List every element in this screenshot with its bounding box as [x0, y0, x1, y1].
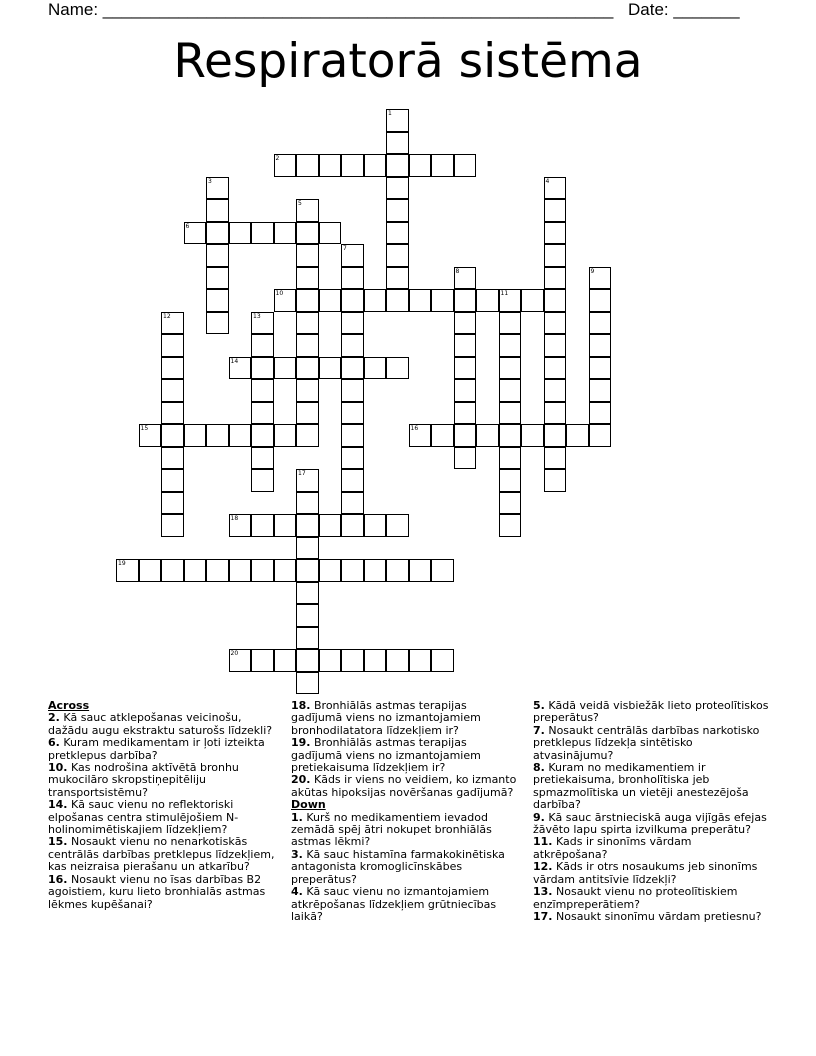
crossword-cell[interactable] — [386, 109, 409, 132]
crossword-cell[interactable] — [499, 402, 522, 425]
crossword-cell[interactable] — [251, 447, 274, 470]
crossword-cell[interactable] — [296, 267, 319, 290]
clue-number: 19 — [118, 560, 126, 567]
crossword-cell[interactable] — [319, 289, 342, 312]
clue-item: 20. Kāds ir viens no veidiem, ko izmanto akūtas hipoksijas novēršanas gadījumā? — [291, 773, 517, 799]
crossword-cell[interactable] — [544, 222, 567, 245]
crossword-cell[interactable] — [274, 154, 297, 177]
crossword-cell[interactable] — [161, 379, 184, 402]
clue-number: 4 — [545, 177, 550, 185]
crossword-cell[interactable] — [454, 267, 477, 290]
clues-column-3 — [533, 700, 769, 923]
crossword-cell[interactable] — [206, 424, 229, 447]
crossword-cell[interactable] — [116, 559, 139, 582]
crossword-cell[interactable] — [296, 424, 319, 447]
clue-item: 6. Kuram medikamentam ir ļoti izteikta pretklepus darbība? — [48, 736, 265, 762]
clue-number: 11 — [500, 290, 509, 297]
crossword-cell[interactable] — [386, 177, 409, 200]
crossword-cell[interactable] — [229, 222, 252, 245]
crossword-cell[interactable] — [499, 469, 522, 492]
crossword-cell[interactable] — [296, 604, 319, 627]
crossword-cell[interactable] — [206, 289, 229, 312]
crossword-cell[interactable] — [499, 357, 522, 380]
crossword-cell[interactable] — [341, 379, 364, 402]
crossword-cell[interactable] — [544, 267, 567, 290]
clue-number: 8 — [455, 267, 460, 275]
crossword-cell[interactable] — [139, 559, 162, 582]
crossword-cell[interactable] — [341, 559, 364, 582]
crossword-cell[interactable] — [409, 424, 432, 447]
crossword-cell[interactable] — [499, 447, 522, 470]
crossword-cell[interactable] — [139, 424, 162, 447]
clue-number: 9 — [590, 267, 595, 275]
crossword-cell[interactable] — [341, 424, 364, 447]
crossword-cell[interactable] — [409, 649, 432, 672]
clue-item: 3. Kā sauc histamīna farmakokinētiska antagonista kromoglicīnskābes preperātus? — [291, 847, 505, 886]
crossword-cell[interactable] — [386, 357, 409, 380]
crossword-cell[interactable] — [544, 402, 567, 425]
crossword-cell[interactable] — [499, 514, 522, 537]
crossword-cell[interactable] — [589, 267, 612, 290]
clue-number: 2 — [275, 155, 280, 162]
date-field-label[interactable]: Date: _______ — [628, 0, 740, 19]
crossword-cell[interactable] — [341, 289, 364, 312]
crossword-cell[interactable] — [454, 357, 477, 380]
crossword-cell[interactable] — [296, 649, 319, 672]
crossword-cell[interactable] — [319, 649, 342, 672]
crossword-cell[interactable] — [341, 402, 364, 425]
crossword-cell[interactable] — [341, 334, 364, 357]
crossword-cell[interactable] — [341, 514, 364, 537]
crossword-cell[interactable] — [251, 649, 274, 672]
crossword-cell[interactable] — [454, 447, 477, 470]
crossword-cell[interactable] — [274, 357, 297, 380]
clue-item: 18. Bronhiālās astmas terapijas gadījumā viens no izmantojamiem bronhodilatatora līdzekļiem ir? — [291, 699, 481, 737]
crossword-cell[interactable] — [386, 244, 409, 267]
crossword-cell[interactable] — [251, 334, 274, 357]
crossword-cell[interactable] — [341, 649, 364, 672]
crossword-cell[interactable] — [319, 222, 342, 245]
crossword-cell[interactable] — [521, 289, 544, 312]
crossword-cell[interactable] — [161, 402, 184, 425]
crossword-cell[interactable] — [386, 199, 409, 222]
crossword-cell[interactable] — [341, 267, 364, 290]
crossword-cell[interactable] — [161, 312, 184, 335]
crossword-cell[interactable] — [454, 289, 477, 312]
crossword-cell[interactable] — [499, 312, 522, 335]
crossword-cell[interactable] — [454, 424, 477, 447]
crossword-cell[interactable] — [251, 379, 274, 402]
crossword-cell[interactable] — [161, 447, 184, 470]
crossword-cell[interactable] — [296, 582, 319, 605]
crossword-cell[interactable] — [454, 379, 477, 402]
crossword-cell[interactable] — [184, 424, 207, 447]
clue-number: 16 — [410, 425, 419, 432]
crossword-cell[interactable] — [296, 334, 319, 357]
crossword-cell[interactable] — [499, 289, 522, 312]
clue-item: 16. Nosaukt vienu no īsas darbības B2 agoistiem, kuru lieto bronhialās astmas lēkmes kupēšanai? — [48, 872, 266, 911]
page-title: Respiratorā sistēma — [173, 34, 643, 89]
clue-number: 7 — [343, 245, 347, 252]
crossword-cell[interactable] — [229, 559, 252, 582]
crossword-cell[interactable] — [274, 514, 297, 537]
crossword-cell[interactable] — [206, 267, 229, 290]
crossword-cell[interactable] — [206, 312, 229, 335]
crossword-cell[interactable] — [409, 289, 432, 312]
crossword-cell[interactable] — [499, 379, 522, 402]
crossword-cell[interactable] — [589, 289, 612, 312]
clue-item: 5. Kādā veidā visbiežāk lieto proteolītiskos preperātus? — [533, 699, 769, 725]
crossword-cell[interactable] — [296, 379, 319, 402]
crossword-cell[interactable] — [161, 424, 184, 447]
crossword-cell[interactable] — [386, 267, 409, 290]
crossword-cell[interactable] — [566, 424, 589, 447]
clue-number: 6 — [185, 222, 190, 230]
crossword-cell[interactable] — [499, 492, 522, 515]
crossword-cell[interactable] — [341, 357, 364, 380]
crossword-cell[interactable] — [296, 357, 319, 380]
crossword-cell[interactable] — [296, 559, 319, 582]
crossword-cell[interactable] — [341, 492, 364, 515]
crossword-cell[interactable] — [229, 424, 252, 447]
clue-number: 17 — [298, 470, 306, 477]
clue-item: 1. Kurš no medikamentiem ievadod zemādā spēj ātri nokupet bronhiālās astmas lēkmi? — [291, 810, 492, 849]
crossword-cell[interactable] — [296, 514, 319, 537]
crossword-cell[interactable] — [544, 357, 567, 380]
crossword-cell[interactable] — [386, 154, 409, 177]
crossword-cell[interactable] — [364, 649, 387, 672]
crossword-cell[interactable] — [274, 559, 297, 582]
down-heading: Down — [291, 798, 326, 812]
crossword-cell[interactable] — [544, 334, 567, 357]
crossword-cell[interactable] — [296, 199, 319, 222]
clue-number: 18 — [230, 515, 239, 522]
crossword-cell[interactable] — [319, 357, 342, 380]
crossword-cell[interactable] — [521, 424, 544, 447]
crossword-cell[interactable] — [296, 289, 319, 312]
crossword-cell[interactable] — [319, 154, 342, 177]
crossword-cell[interactable] — [544, 244, 567, 267]
clue-item: 2. Kā sauc atklepošanas veicinošu, dažādu augu ekstraktu saturošs līdzekli? — [48, 711, 273, 737]
clues-column-1 — [48, 700, 282, 911]
crossword-cell[interactable] — [206, 199, 229, 222]
crossword-cell[interactable] — [364, 514, 387, 537]
crossword-cell[interactable] — [341, 447, 364, 470]
crossword-cell[interactable] — [296, 222, 319, 245]
crossword-cell[interactable] — [274, 649, 297, 672]
crossword-cell[interactable] — [251, 402, 274, 425]
clue-item: 10. Kas nodrošina aktīvētā bronhu mukocilāro skropstiņepitēliju transportsistēmu? — [48, 761, 239, 799]
crossword-cell[interactable] — [499, 334, 522, 357]
crossword-cell[interactable] — [251, 424, 274, 447]
crossword-cell[interactable] — [476, 424, 499, 447]
crossword-cell[interactable] — [544, 469, 567, 492]
crossword-cell[interactable] — [161, 357, 184, 380]
crossword-cell[interactable] — [431, 559, 454, 582]
crossword-cell[interactable] — [544, 447, 567, 470]
crossword-cell[interactable] — [229, 649, 252, 672]
crossword-cell[interactable] — [589, 424, 612, 447]
clue-item: 4. Kā sauc vienu no izmantojamiem atkrēpošanas līdzekļiem grūtniecības laikā? — [291, 885, 497, 923]
crossword-cell[interactable] — [206, 244, 229, 267]
crossword-cell[interactable] — [319, 559, 342, 582]
crossword-cell[interactable] — [319, 514, 342, 537]
crossword-cell[interactable] — [589, 402, 612, 425]
crossword-cell[interactable] — [296, 154, 319, 177]
crossword-cell[interactable] — [386, 289, 409, 312]
clue-number: 15 — [140, 425, 149, 432]
crossword-cell[interactable] — [341, 154, 364, 177]
crossword-cell[interactable] — [386, 649, 409, 672]
crossword-cell[interactable] — [206, 559, 229, 582]
crossword-cell[interactable] — [589, 379, 612, 402]
clue-item: 19. Bronhiālās astmas terapijas gadījumā viens no izmantojamiem pretiekaisuma līdzekļiem ir? — [291, 736, 481, 775]
crossword-cell[interactable] — [386, 222, 409, 245]
crossword-cell[interactable] — [364, 154, 387, 177]
crossword-cell[interactable] — [341, 244, 364, 267]
clue-number: 13 — [253, 312, 261, 320]
crossword-cell[interactable] — [364, 357, 387, 380]
crossword-cell[interactable] — [296, 469, 319, 492]
crossword-cell[interactable] — [296, 492, 319, 515]
crossword-cell[interactable] — [409, 154, 432, 177]
crossword-cell[interactable] — [251, 559, 274, 582]
crossword-cell[interactable] — [206, 177, 229, 200]
clue-number: 14 — [230, 357, 239, 365]
clue-item: 9. Kā sauc ārstnieciskā auga vijīgās efejas žāvēto lapu spirta izvilkuma preperātu? — [533, 810, 767, 837]
clue-item: 11. Kads ir sinonīms vārdam atkrēpošana? — [533, 835, 692, 861]
clue-number: 3 — [208, 177, 212, 185]
clue-number: 1 — [388, 110, 392, 117]
crossword-cell[interactable] — [274, 424, 297, 447]
crossword-cell[interactable] — [386, 132, 409, 155]
crossword-cell[interactable] — [364, 559, 387, 582]
crossword-cell[interactable] — [341, 469, 364, 492]
crossword-cell[interactable] — [251, 357, 274, 380]
across-heading: Across — [48, 699, 90, 712]
clue-number: 5 — [298, 200, 302, 207]
crossword-cell[interactable] — [544, 199, 567, 222]
clues-column-2 — [291, 700, 521, 923]
crossword-cell[interactable] — [589, 357, 612, 380]
crossword-cell[interactable] — [544, 289, 567, 312]
clue-number: 20 — [230, 650, 239, 657]
crossword-cell[interactable] — [341, 312, 364, 335]
crossword-cell[interactable] — [161, 492, 184, 515]
crossword-cell[interactable] — [251, 514, 274, 537]
crossword-cell[interactable] — [161, 559, 184, 582]
crossword-cell[interactable] — [296, 537, 319, 560]
crossword-cell[interactable] — [386, 514, 409, 537]
clue-item: 7. Nosaukt centrālās darbības narkotisko pretklepus līdzekļa sintētisko atvasinājumu? — [533, 723, 760, 762]
clue-item: 14. Kā sauc vienu no reflektoriski elpošanas centra stimulējošiem N-holinomimētiskajiem līdzekļiem? — [48, 798, 239, 837]
clue-number: 12 — [163, 312, 171, 320]
crossword-cell[interactable] — [476, 289, 499, 312]
crossword-cell[interactable] — [454, 154, 477, 177]
crossword-cell[interactable] — [161, 514, 184, 537]
crossword-cell[interactable] — [274, 289, 297, 312]
crossword-cell[interactable] — [296, 627, 319, 650]
clue-number: 10 — [275, 290, 284, 297]
crossword-cell[interactable] — [296, 672, 319, 695]
crossword-cell[interactable] — [589, 312, 612, 335]
crossword-cell[interactable] — [206, 222, 229, 245]
name-field-label[interactable]: Name: ______________________________________________________ — [48, 0, 614, 19]
crossword-cell[interactable] — [251, 312, 274, 335]
crossword-cell[interactable] — [454, 402, 477, 425]
crossword-cell[interactable] — [454, 334, 477, 357]
crossword-cell[interactable] — [296, 244, 319, 267]
crossword-cell[interactable] — [544, 177, 567, 200]
crossword-cell[interactable] — [454, 312, 477, 335]
crossword-cell[interactable] — [184, 559, 207, 582]
clue-item: 8. Kuram no medikamentiem ir pretiekaisuma, bronholītiska jeb spmazmolītiska un vietēji anestezējoša darbība? — [533, 761, 749, 812]
crossword-cell[interactable] — [364, 289, 387, 312]
crossword-cell[interactable] — [229, 514, 252, 537]
crossword-cell[interactable] — [251, 222, 274, 245]
crossword-cell[interactable] — [296, 402, 319, 425]
crossword-cell[interactable] — [431, 154, 454, 177]
clue-item: 17. Nosaukt sinonīmu vārdam pretiesnu? — [533, 909, 762, 923]
crossword-cell[interactable] — [184, 222, 207, 245]
clue-item: 15. Nosaukt vienu no nenarkotiskās centrālās darbības pretklepus līdzekļiem, kas neizraisa pierašanu un atkarību? — [48, 835, 275, 874]
crossword-cell[interactable] — [161, 469, 184, 492]
clue-item: 12. Kāds ir otrs nosaukums jeb sinonīms vārdam antitsīvie līdzekļi? — [533, 860, 758, 886]
crossword-cell[interactable] — [274, 222, 297, 245]
crossword-cell[interactable] — [296, 312, 319, 335]
clue-item: 13. Nosaukt vienu no proteolītiskiem enzīmpreperātiem? — [533, 885, 738, 911]
crossword-cell[interactable] — [499, 424, 522, 447]
crossword-cell[interactable] — [431, 289, 454, 312]
crossword-cell[interactable] — [409, 559, 432, 582]
crossword-cell[interactable] — [386, 559, 409, 582]
crossword-cell[interactable] — [431, 424, 454, 447]
crossword-cell[interactable] — [431, 649, 454, 672]
crossword-cell[interactable] — [544, 424, 567, 447]
crossword-cell[interactable] — [161, 334, 184, 357]
crossword-cell[interactable] — [544, 379, 567, 402]
crossword-cell[interactable] — [589, 334, 612, 357]
crossword-cell[interactable] — [229, 357, 252, 380]
crossword-cell[interactable] — [251, 469, 274, 492]
crossword-cell[interactable] — [544, 312, 567, 335]
